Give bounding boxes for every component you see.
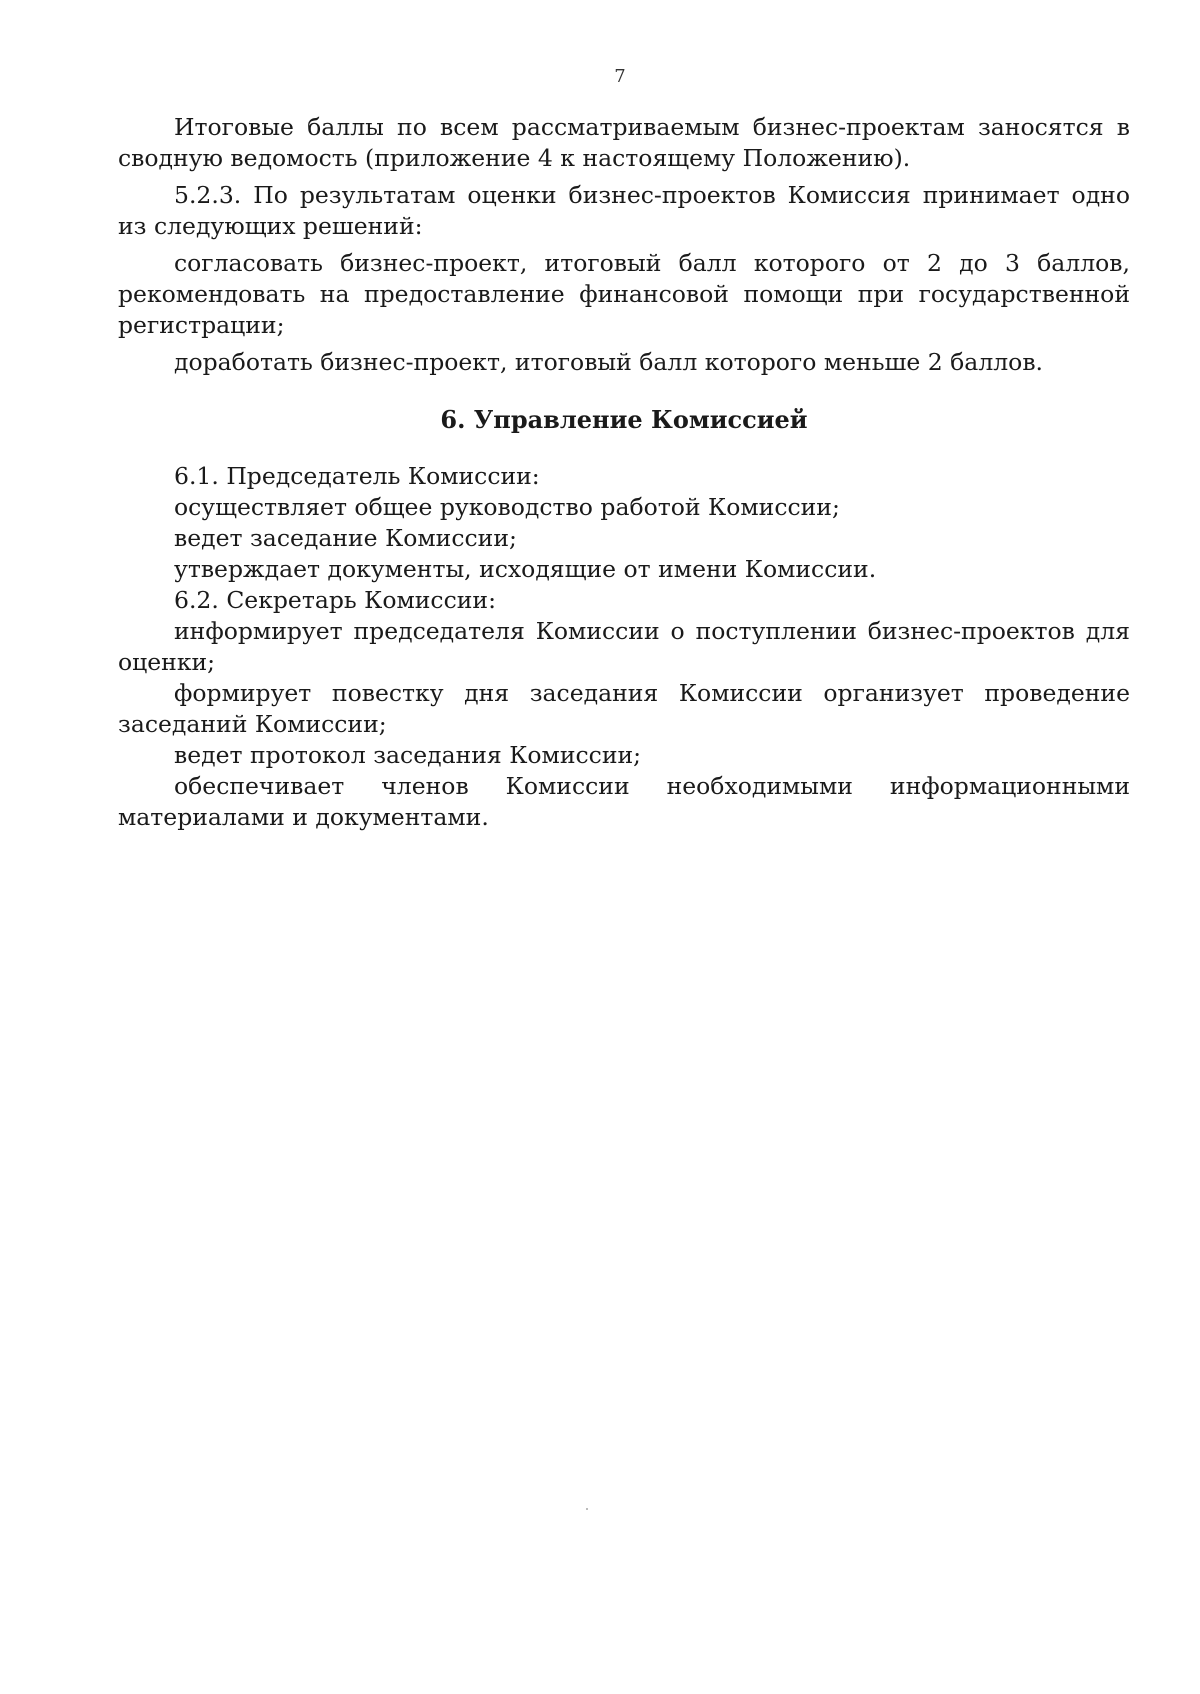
- section-6-heading: 6. Управление Комиссией: [440, 405, 808, 434]
- secretary-duty: ведет протокол заседания Комиссии;: [174, 741, 642, 769]
- document-body: [118, 112, 1130, 833]
- secretary-duty: информирует председателя Комиссии о поступлении бизнес-проектов для оценки;: [118, 617, 1130, 676]
- section-6: [118, 461, 1130, 833]
- paragraph-decision-revise: доработать бизнес-проект, итоговый балл которого меньше 2 баллов.: [174, 348, 1044, 376]
- secretary-duty: формирует повестку дня заседания Комиссии организует проведение заседаний Комиссии;: [118, 679, 1130, 738]
- paragraph-5-2-3: 5.2.3. По результатам оценки бизнес-проектов Комиссия принимает одно из следующих решений:: [118, 181, 1130, 240]
- scan-speck: [586, 1508, 588, 1510]
- chair-title: 6.1. Председатель Комиссии:: [174, 462, 540, 490]
- chair-duty: утверждает документы, исходящие от имени Комиссии.: [174, 555, 877, 583]
- page-number: 7: [614, 66, 626, 87]
- chair-duty: осуществляет общее руководство работой Комиссии;: [174, 493, 840, 521]
- section-5-continuation: [118, 112, 1130, 378]
- paragraph-decision-approve: согласовать бизнес-проект, итоговый балл которого от 2 до 3 баллов, рекомендовать на предоставление финансовой помощи при государственной регистрации;: [118, 249, 1130, 339]
- secretary-title: 6.2. Секретарь Комиссии:: [174, 586, 497, 614]
- secretary-duty: обеспечивает членов Комиссии необходимыми информационными материалами и документами.: [118, 772, 1130, 831]
- chair-duty: ведет заседание Комиссии;: [174, 524, 517, 552]
- paragraph-final-scores: Итоговые баллы по всем рассматриваемым бизнес-проектам заносятся в сводную ведомость (приложение 4 к настоящему Положению).: [118, 113, 1130, 172]
